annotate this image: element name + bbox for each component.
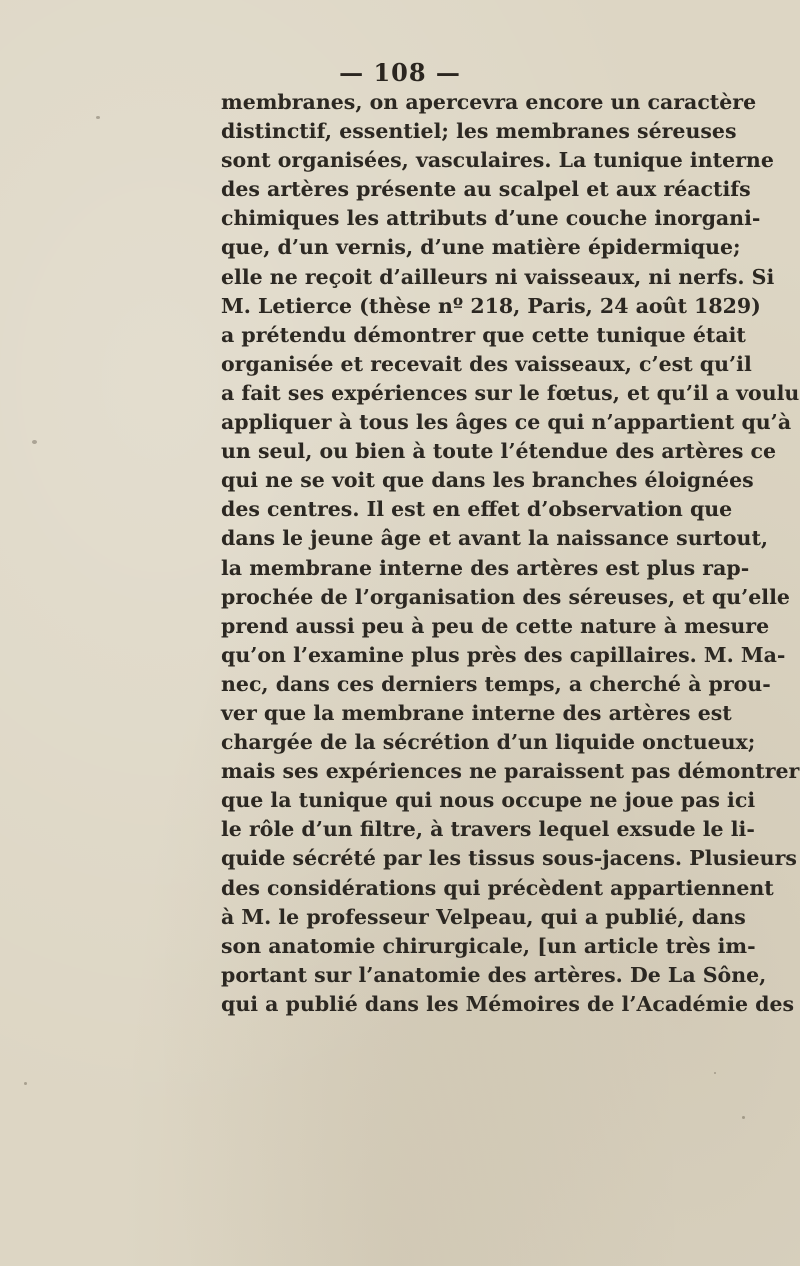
text-line: mais ses expériences ne paraissent pas démontrer <box>221 759 800 784</box>
paper-speck <box>96 116 100 119</box>
text-line: membranes, on apercevra encore un caractère <box>221 90 757 114</box>
text-line: quide sécrété par les tissus sous-jacens. Plusieurs <box>221 846 797 871</box>
text-line: prochée de l’organisation des séreuses, et qu’elle <box>221 584 790 609</box>
text-line: prend aussi peu à peu de cette nature à mesure <box>221 613 770 638</box>
text-line: chargée de la sécrétion d’un liquide onctueux; <box>221 730 756 755</box>
text-line: que la tunique qui nous occupe ne joue pas ici <box>221 788 756 813</box>
text-line: que, d’un vernis, d’une matière épidermique; <box>221 235 741 260</box>
page-number: — 108 — <box>339 58 461 87</box>
text-line: le rôle d’un filtre, à travers lequel exsude le li- <box>221 817 755 842</box>
text-line: M. Letierce (thèse nº 218, Paris, 24 août 1829) <box>221 293 761 318</box>
body-text <box>221 88 800 1019</box>
paper-speck <box>32 440 37 444</box>
text-line: la membrane interne des artères est plus rap- <box>221 555 750 580</box>
text-line: à M. le professeur Velpeau, qui a publié, dans <box>221 904 746 929</box>
text-line: distinctif, essentiel; les membranes séreuses <box>221 119 737 144</box>
text-line: chimiques les attributs d’une couche inorgani- <box>221 206 761 231</box>
text-line: des considérations qui précèdent appartiennent <box>221 875 774 900</box>
text-line: a prétendu démontrer que cette tunique était <box>221 322 746 347</box>
text-line: portant sur l’anatomie des artères. De La Sône, <box>221 962 767 987</box>
text-line: son anatomie chirurgicale, [un article très im- <box>221 933 756 958</box>
text-line: ver que la membrane interne des artères est <box>221 700 732 725</box>
text-line: a fait ses expériences sur le fœtus, et qu’il a voulu <box>221 380 800 405</box>
text-line: des artères présente au scalpel et aux réactifs <box>221 177 751 202</box>
text-line: dans le jeune âge et avant la naissance surtout, <box>221 526 769 551</box>
text-line: elle ne reçoit d’ailleurs ni vaisseaux, ni nerfs. Si <box>221 264 775 289</box>
text-line: qui ne se voit que dans les branches éloignées <box>221 468 754 493</box>
paper-speck <box>24 1082 27 1085</box>
paper-speck <box>714 1072 716 1074</box>
text-line: qui a publié dans les Mémoires de l’Académie des <box>221 991 795 1016</box>
text-line: appliquer à tous les âges ce qui n’appartient qu’à <box>221 410 792 435</box>
text-line: un seul, ou bien à toute l’étendue des artères ce <box>221 439 777 464</box>
paper-speck <box>742 1116 745 1119</box>
text-line: organisée et recevait des vaisseaux, c’est qu’il <box>221 351 752 376</box>
text-line: sont organisées, vasculaires. La tunique interne <box>221 148 774 173</box>
text-line: des centres. Il est en effet d’observation que <box>221 497 733 522</box>
text-line: qu’on l’examine plus près des capillaires. M. Ma- <box>221 642 786 667</box>
text-line: nec, dans ces derniers temps, a cherché à prou- <box>221 671 771 696</box>
